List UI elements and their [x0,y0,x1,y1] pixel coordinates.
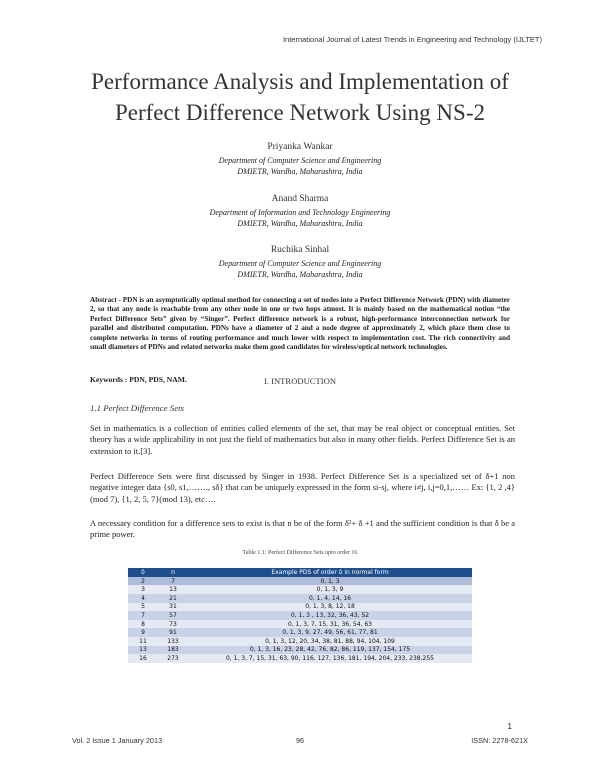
cell-example: 0, 1, 3, 16, 23, 28, 42, 76, 82, 86, 119, 137, 154, 175 [188,646,472,655]
table-row [128,577,472,586]
author-affiliation [0,156,600,177]
pds-table [128,568,472,663]
cell-example: 0, 1, 4, 14, 16 [188,594,472,603]
cell-example: 0, 1, 3 [188,577,472,586]
cell-delta: 5 [128,603,158,612]
title-line-1: Performance Analysis and Implementation of [91,69,509,94]
author-department: Department of Information and Technology Engineering [209,208,391,217]
author-department: Department of Computer Science and Engineering [218,259,382,268]
cell-delta: 8 [128,620,158,629]
header-n: n [158,568,188,577]
cell-n: 57 [158,611,188,620]
cell-example: 0, 1, 3, 9 [188,585,472,594]
page-number: 1 [507,722,512,731]
cell-n: 21 [158,594,188,603]
cell-delta: 4 [128,594,158,603]
cell-delta: 7 [128,611,158,620]
cell-delta: 2 [128,577,158,586]
journal-header: International Journal of Latest Trends in Engineering and Technology (IJLTET) [282,35,542,44]
footer-page: 96 [296,736,305,745]
author-name: Anand Sharma [271,194,329,204]
cell-n: 183 [158,646,188,655]
abstract: Abstract - PDN is an asymptotically optimal method for connecting a set of nodes into a Perfect Difference Network (PDN) with diameter 2, so that any node is reachable from any other node in one or two hops atmost. It is mainly based on the mathematical notion “the Perfect Difference Sets” given by “Singer”. Perfect difference network is a robust, high-performance interconnection network for parallel and distributed computation. PDNs have a diameter of 2 and a node degree of approximately 2, which place them close to complete networks in terms of routing performance and much lower with respect to implementation cost. The rich connectivity and small diameters of PDNs and related networks make them good candidates for wireless/optical network technologies. [90,296,510,352]
title-line-2: Perfect Difference Network Using NS-2 [114,100,485,125]
author-place: DMIETR, Wardha, Maharashtra, India [237,166,363,176]
cell-n: 13 [158,585,188,594]
author-affiliation [0,208,600,229]
table-row [128,646,472,655]
cell-example: 0, 1, 3, 12, 20, 34, 38, 81, 88, 94, 104, 109 [188,637,472,646]
cell-n: 31 [158,603,188,612]
author-affiliation [0,259,600,280]
section-heading: I. INTRODUCTION [263,376,337,386]
cell-n: 133 [158,637,188,646]
cell-example: 0, 1, 3, 9, 27, 49, 56, 61, 77, 81 [188,628,472,637]
cell-delta: 3 [128,585,158,594]
author-place: DMIETR, Wardha, Maharashtra, India [237,269,363,279]
table-caption: Table 1.1: Perfect Difference Sets upto order 16 [242,550,358,556]
footer-volume: Vol. 2 Issue 1 January 2013 [72,736,163,745]
table-row [128,620,472,629]
cell-delta: 16 [128,654,158,663]
author-name: Priyanka Wankar [267,142,333,152]
cell-example: 0, 1, 3, 7, 15, 31, 63, 90, 116, 127, 136, 181, 194, 204, 233, 238,255 [188,654,472,663]
cell-delta: 9 [128,628,158,637]
author-place: DMIETR, Wardha, Maharashtra, India [237,218,363,228]
table-row [128,585,472,594]
cell-n: 7 [158,577,188,586]
cell-example: 0, 1, 3 , 13, 32, 36, 43, 52 [188,611,472,620]
subsection-heading: 1.1 Perfect Difference Sets [90,403,184,413]
paragraph: Set in mathematics is a collection of entities called elements of the set, that may be real object or conceptual entities. Set theory has a wide applicability in not just the field of mathematics but also in many other fields. Perfect Difference Set is an extension to it.[3]. [90,423,515,456]
paragraph: A necessary condition for a difference sets to exist is that n be of the form δ²+ δ +1 and the sufficient condition is that δ be a prime power. [90,518,515,540]
table-row [128,654,472,663]
cell-n: 91 [158,628,188,637]
author-name: Ruchika Sinhal [270,245,330,255]
paragraph: Perfect Difference Sets were first discussed by Singer in 1938. Perfect Difference Set is a specialized set of δ+1 non negative integer data {s0, s1,……., sδ} that can be uniquely expressed in the form si-sj, where i≠j, i,j=0,1,…… Ex: {1, 2 ,4}(mod 7), {1, 2, 5, 7}(mod 13), etc…. [90,471,515,504]
cell-n: 273 [158,654,188,663]
table-header-row [128,568,472,577]
table-row [128,637,472,646]
paper-title [0,66,600,128]
cell-delta: 11 [128,637,158,646]
table-row [128,603,472,612]
author-department: Department of Computer Science and Engineering [218,156,382,165]
header-example: Example PDS of order δ in normal form [188,568,472,577]
table-row [128,611,472,620]
cell-example: 0, 1, 3, 8, 12, 18 [188,603,472,612]
table-row [128,628,472,637]
keywords: Keywords : PDN, PDS, NAM. [90,375,187,384]
cell-example: 0, 1, 3, 7, 15, 31, 36, 54, 63 [188,620,472,629]
footer-issn: ISSN: 2278-621X [471,736,528,745]
table-row [128,594,472,603]
cell-delta: 13 [128,646,158,655]
cell-n: 73 [158,620,188,629]
header-delta: δ [128,568,158,577]
